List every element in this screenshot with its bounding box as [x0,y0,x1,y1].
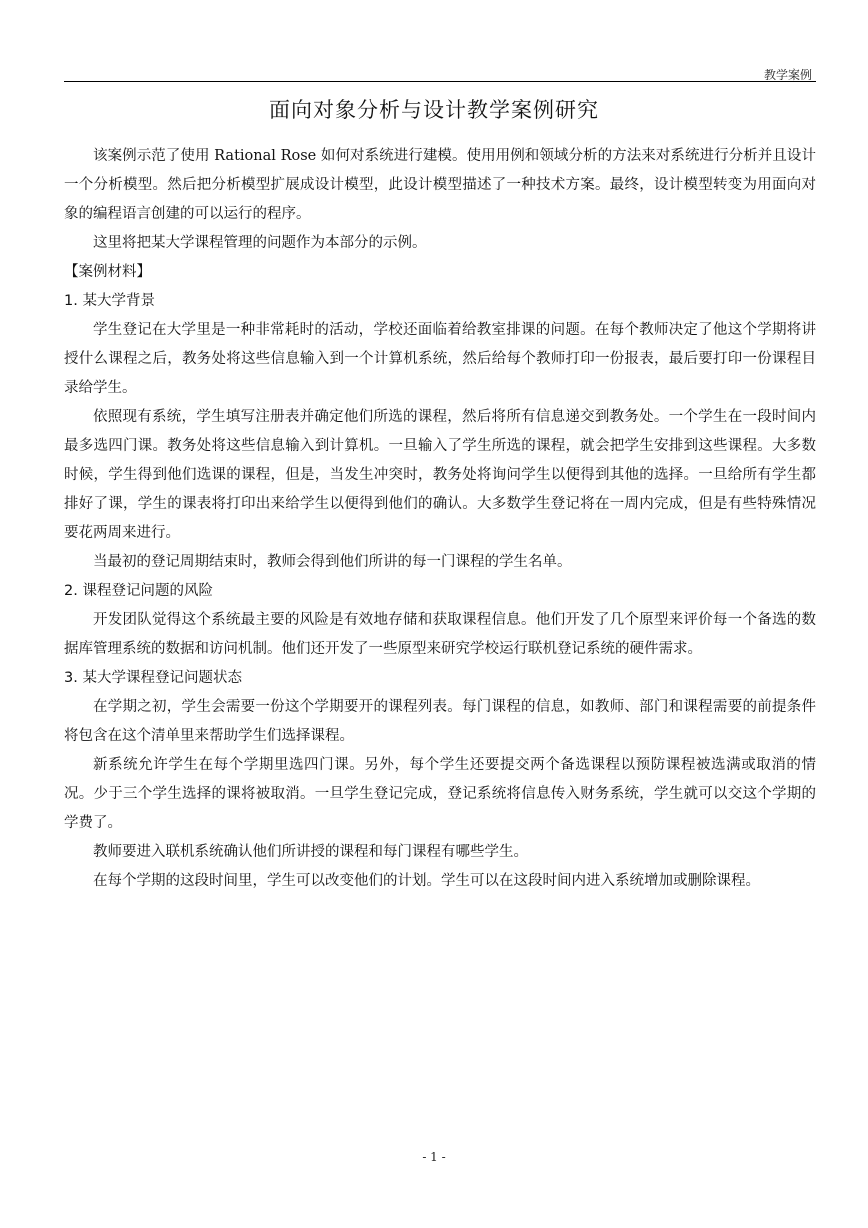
section-heading: 2. 课程登记问题的风险 [64,583,213,599]
section-paragraph: 依照现有系统，学生填写注册表并确定他们所选的课程，然后将所有信息递交到教务处。一个学生在一段时间内最多选四门课。教务处将这些信息输入到计算机。一旦输入了学生所选的课程，就会把学生安排到这些课程。大多数时候，学生得到他们选课的课程，但是，当发生冲突时，教务处将询问学生以便得到其他的选择。一旦给所有学生都排好了课，学生的课表将打印出来给学生以便得到他们的确认。大多数学生登记将在一周内完成，但是有些特殊情况要花两周来进行。 [64,409,816,541]
section-paragraph: 在每个学期的这段时间里，学生可以改变他们的计划。学生可以在这段时间内进入系统增加或删除课程。 [93,873,760,889]
intro-paragraph: 这里将把某大学课程管理的问题作为本部分的示例。 [93,235,427,251]
intro-paragraph: 该案例示范了使用 Rational Rose 如何对系统进行建模。使用用例和领域分析的方法来对系统进行分析并且设计一个分析模型。然后把分析模型扩展成设计模型，此设计模型描述了一种技术方案。最终，设计模型转变为用面向对象的编程语言创建的可以运行的程序。 [64,148,816,222]
section-paragraph: 学生登记在大学里是一种非常耗时的活动，学校还面临着给教室排课的问题。在每个教师决定了他这个学期将讲授什么课程之后，教务处将这些信息输入到一个计算机系统，然后给每个教师打印一份报表，最后要打印一份课程目录给学生。 [64,322,816,396]
page-number: - 1 - [422,1150,446,1164]
header-rule [64,81,816,82]
section-paragraph: 在学期之初，学生会需要一份这个学期要开的课程列表。每门课程的信息，如教师、部门和课程需要的前提条件将包含在这个清单里来帮助学生们选择课程。 [64,699,816,744]
section-paragraph: 新系统允许学生在每个学期里选四门课。另外，每个学生还要提交两个备选课程以预防课程被选满或取消的情况。少于三个学生选择的课将被取消。一旦学生登记完成，登记系统将信息传入财务系统，学生就可以交这个学期的学费了。 [64,757,816,831]
section-paragraph: 教师要进入联机系统确认他们所讲授的课程和每门课程有哪些学生。 [93,844,528,860]
materials-heading: 【案例材料】 [64,264,151,280]
section-heading: 3. 某大学课程登记问题状态 [64,670,242,686]
section-paragraph: 开发团队觉得这个系统最主要的风险是有效地存储和获取课程信息。他们开发了几个原型来评价每一个备选的数据库管理系统的数据和访问机制。他们还开发了一些原型来研究学校运行联机登记系统的硬件需求。 [64,612,816,657]
section-heading: 1. 某大学背景 [64,293,155,309]
section-paragraph: 当最初的登记周期结束时，教师会得到他们所讲的每一门课程的学生名单。 [93,554,572,570]
page-header-label: 教学案例 [763,68,812,82]
document-body [64,142,816,896]
document-title: 面向对象分析与设计教学案例研究 [269,98,599,122]
